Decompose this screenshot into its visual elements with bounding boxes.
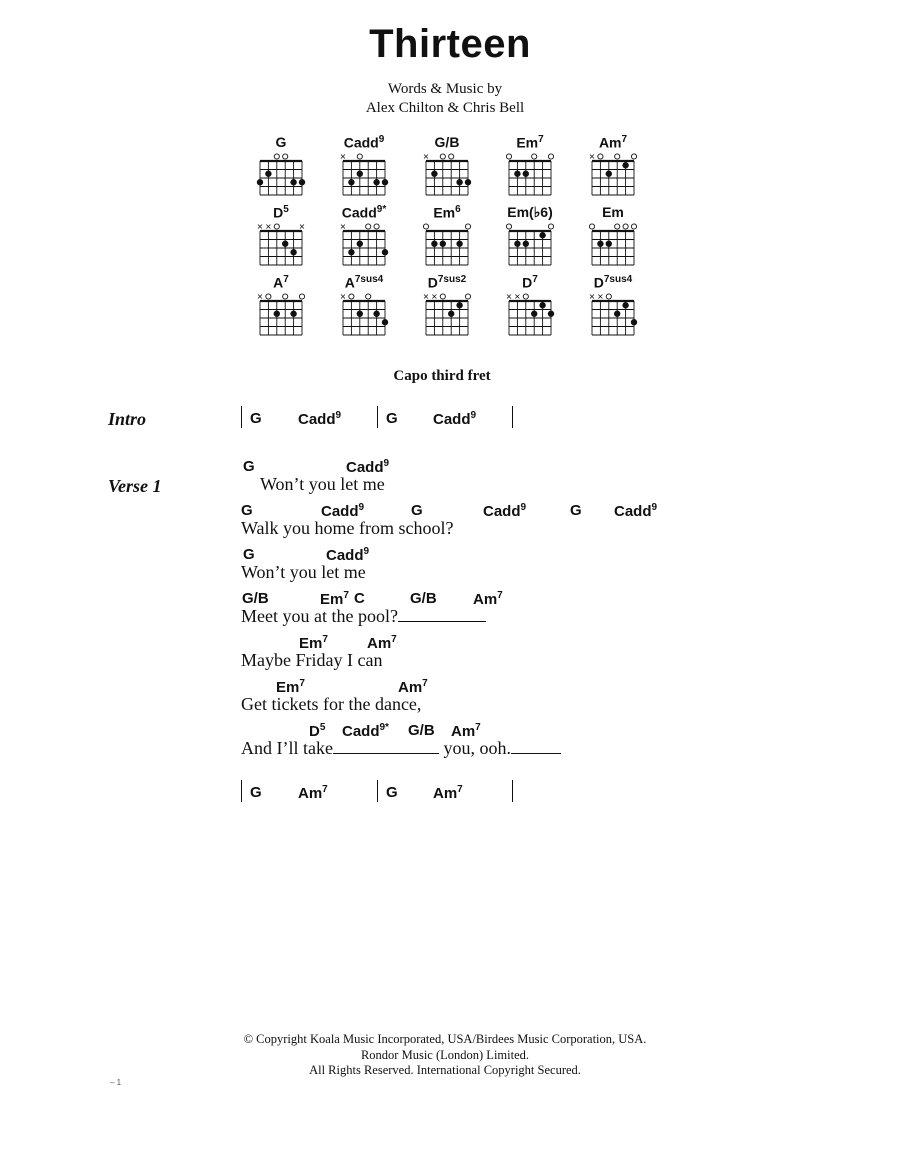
chord-diagram-name [422,204,472,221]
finger-dot [431,171,437,177]
verse-chord [570,502,582,519]
chord-root: G [386,784,398,801]
chord-diagram [422,274,502,340]
chord-diagram-name [505,134,555,151]
chord-extension: 9 [651,502,658,513]
bar-line [512,780,513,802]
copyright-line-1: © Copyright Koala Music Incorporated, USA/Birdees Music Corporation, USA. [243,1032,647,1046]
verse-chord [242,590,269,607]
lyric-text: Won’t you let me [260,474,385,494]
section-label-intro: Intro [108,409,147,429]
finger-dot [548,311,554,317]
chord-root: A [344,274,355,291]
fretboard-diagram [339,221,391,269]
bar-line [241,406,242,428]
finger-dot [431,241,437,247]
intro-chord [298,410,341,428]
finger-dot [373,311,379,317]
chord-root: Cadd [321,503,359,520]
verse-chord [411,502,423,519]
finger-dot [274,311,280,317]
chord-diagram [422,204,502,270]
lyric-text: Maybe Friday I can [241,650,383,670]
open-string-marker [374,224,379,229]
lyric-line [241,562,366,583]
finger-dot [606,171,612,177]
intro-chord [250,410,262,427]
chord-extension: 5 [283,204,289,215]
chord-root: Cadd [346,459,384,476]
chord-diagram [505,134,585,200]
closing-chord [298,784,328,802]
bar-line [377,406,378,428]
verse-chord [243,458,255,475]
verse-chord [483,502,526,520]
open-string-marker [606,294,611,299]
muted-string-marker: × [256,222,264,231]
chord-root: A [273,274,284,291]
finger-dot [290,311,296,317]
finger-dot [257,179,263,185]
open-string-marker [623,224,628,229]
finger-dot [514,171,520,177]
chord-extension: 6 [455,204,461,215]
muted-string-marker: × [256,292,264,301]
chord-diagram-name [256,134,306,150]
lyric-text: Won’t you let me [241,562,366,582]
finger-dot [290,249,296,255]
chord-root: Em [516,134,539,151]
chord-root: Am [398,679,423,696]
chord-extension: 7 [532,274,538,285]
chord-root: G [241,502,253,519]
chord-extension: 7 [621,134,628,145]
chord-diagram [339,204,419,270]
chord-root: G [243,546,255,563]
chord-diagram [505,204,585,270]
chord-root: Cadd [614,503,652,520]
fretboard-diagram [256,151,308,199]
finger-dot [614,311,620,317]
chord-extension: 9* [376,204,387,215]
chord-root: Em [320,591,344,608]
chord-root: Em(♭6) [507,204,553,220]
chord-root: Em [433,204,456,221]
finger-dot [456,179,462,185]
finger-dot [597,241,603,247]
finger-dot [382,249,388,255]
finger-dot [265,171,271,177]
chord-root: G/B [410,590,437,607]
finger-dot [539,232,545,238]
muted-string-marker: × [339,222,347,231]
finger-dot [539,302,545,308]
lyric-text: Get tickets for the dance, [241,694,422,714]
finger-dot [631,319,637,325]
open-string-marker [349,294,354,299]
finger-dot [282,241,288,247]
lyric-line [241,606,486,627]
fretboard-diagram [422,151,474,199]
lyric-text: you, ooh. [438,738,511,758]
chord-extension: 7 [422,678,428,689]
song-credits [0,80,890,118]
muted-string-marker: × [505,292,513,301]
lyric-text: And I’ll take [241,738,333,758]
fretboard-diagram [505,291,557,339]
open-string-marker [631,224,636,229]
chord-extension: 7sus2 [437,274,467,285]
chord-extension: 7 [322,634,328,645]
finger-dot [622,302,628,308]
lyric-line [241,694,421,715]
closing-chord [386,784,398,801]
muted-string-marker: × [265,222,272,231]
open-string-marker [266,294,271,299]
fretboard-diagram [339,151,391,199]
verse-chord [241,502,253,519]
chord-diagram-name [339,274,389,291]
section-label-verse-1: Verse 1 [108,476,162,496]
verse-chord [243,546,255,563]
open-string-marker [548,154,553,159]
finger-dot [440,241,446,247]
finger-dot [456,241,462,247]
chord-root: G/B [434,134,460,150]
chord-extension: 7 [538,134,544,145]
chord-diagram-name [422,274,472,291]
chord-root: Am [451,723,476,740]
chord-root: G/B [242,590,269,607]
open-string-marker [299,294,304,299]
chord-root: C [354,590,365,607]
chord-diagram [256,274,336,340]
fretboard-diagram [505,151,557,199]
finger-dot [382,179,388,185]
finger-dot [290,179,296,185]
chord-diagram [588,204,668,270]
chord-diagram-name [339,204,389,221]
open-string-marker [615,154,620,159]
finger-dot [523,171,529,177]
intro-chord [386,410,398,427]
fretboard-diagram [339,291,391,339]
chord-root: Em [299,635,323,652]
muted-string-marker: × [339,152,347,161]
chord-extension: 7 [283,274,289,285]
chord-root: Cadd [343,134,379,151]
muted-string-marker: × [298,222,306,231]
copyright-notice [0,1032,890,1079]
open-string-marker [548,224,553,229]
chord-diagram [256,204,336,270]
corner-mark: – 1 [110,1078,122,1087]
chord-root: Cadd [298,411,336,428]
bar-line [512,406,513,428]
lyric-line [241,518,454,539]
open-string-marker [506,224,511,229]
finger-dot [348,179,354,185]
open-string-marker [598,154,603,159]
chord-extension: 9 [378,134,385,145]
chord-extension: 7 [343,590,349,601]
muted-string-marker: × [431,292,438,301]
chord-diagram [339,134,419,200]
chord-diagram-name [339,134,389,151]
fretboard-diagram [256,291,308,339]
fretboard-diagram [422,221,474,269]
chord-root: D [522,274,533,291]
chord-diagram-name [422,134,472,150]
lyric-line [260,474,385,495]
chord-extension: 7 [457,784,463,795]
fretboard-diagram [588,291,640,339]
chord-root: D [427,274,438,291]
chord-root: Em [602,204,624,220]
chord-root: Cadd [341,204,377,221]
chord-root: Cadd [326,547,364,564]
open-string-marker [506,154,511,159]
finger-dot [456,302,462,308]
chord-extension: 7sus4 [603,274,633,285]
chord-extension: 7 [475,722,481,733]
chord-diagram [422,134,502,200]
chord-extension: 9 [520,502,527,513]
open-string-marker [366,224,371,229]
open-string-marker [274,224,279,229]
finger-dot [348,249,354,255]
muted-string-marker: × [597,292,604,301]
open-string-marker [357,154,362,159]
intro-chord [433,410,476,428]
open-string-marker [589,224,594,229]
song-title: Thirteen [369,22,531,66]
open-string-marker [449,154,454,159]
fretboard-diagram [422,291,474,339]
fretboard-diagram [588,221,640,269]
finger-dot [606,241,612,247]
chord-root: G [250,784,262,801]
verse-chord [614,502,657,520]
finger-dot [523,241,529,247]
chord-extension: 9 [363,546,370,557]
chord-root: G [411,502,423,519]
chord-root: Am [598,134,622,151]
chord-extension: 7 [299,678,305,689]
open-string-marker [465,294,470,299]
chord-diagram-name [256,204,306,221]
muted-string-marker: × [588,292,596,301]
credits-authors: Alex Chilton & Chris Bell [365,100,525,116]
open-string-marker [523,294,528,299]
chord-root: G [570,502,582,519]
fretboard-diagram [256,221,308,269]
credits-words-music: Words & Music by [387,81,503,97]
lyric-text: Meet you at the pool? [241,606,398,626]
chord-root: Cadd [342,723,380,740]
chord-root: Em [276,679,300,696]
open-string-marker [465,224,470,229]
chord-root: G [386,410,398,427]
muted-string-marker: × [422,292,430,301]
chord-root: D [309,723,320,740]
chord-root: Am [367,635,392,652]
muted-string-marker: × [588,152,596,161]
copyright-line-3: All Rights Reserved. International Copyright Secured. [309,1063,581,1077]
muted-string-marker: × [514,292,521,301]
chord-root: Am [298,785,323,802]
finger-dot [622,162,628,168]
melisma-line [511,752,561,754]
chord-extension: 7 [322,784,328,795]
chord-extension: 5 [319,722,326,733]
lyric-line [241,738,561,759]
fretboard-diagram [588,151,640,199]
lyric-text: Walk you home from school? [241,518,454,538]
finger-dot [357,171,363,177]
open-string-marker [283,294,288,299]
capo-instruction: Capo third fret [393,368,491,384]
finger-dot [465,179,471,185]
finger-dot [357,241,363,247]
bar-line [377,780,378,802]
closing-chord [250,784,262,801]
finger-dot [531,311,537,317]
open-string-marker [631,154,636,159]
chord-diagram [339,274,419,340]
chord-diagram [256,134,336,200]
chord-diagram-name [588,274,638,291]
chord-root: G/B [408,722,435,739]
chord-diagram [505,274,585,340]
chord-root: Am [473,591,498,608]
chord-diagram-name [256,274,306,291]
muted-string-marker: × [422,152,430,161]
chord-extension: 9 [358,502,365,513]
finger-dot [382,319,388,325]
chord-diagram-name [588,204,638,220]
chord-root: Cadd [433,411,471,428]
finger-dot [299,179,305,185]
chord-root: G [243,458,255,475]
chord-extension: 9 [335,410,342,421]
chord-diagram [588,274,668,340]
chord-extension: 7sus4 [354,274,384,285]
chord-diagram-name [505,274,555,291]
open-string-marker [366,294,371,299]
muted-string-marker: × [339,292,347,301]
open-string-marker [532,154,537,159]
chord-root: D [273,204,284,221]
fretboard-diagram [505,221,557,269]
chord-diagram [588,134,668,200]
chord-extension: 7 [391,634,397,645]
chord-diagram-name [588,134,638,151]
finger-dot [373,179,379,185]
bar-line [241,780,242,802]
open-string-marker [440,294,445,299]
melisma-line [333,752,439,754]
chord-extension: 7 [497,590,503,601]
open-string-marker [423,224,428,229]
chord-extension: 9 [470,410,477,421]
open-string-marker [283,154,288,159]
verse-chord [410,590,437,607]
copyright-line-2: Rondor Music (London) Limited. [360,1047,530,1062]
finger-dot [514,241,520,247]
chord-root: Am [433,785,458,802]
verse-chord [354,590,365,607]
verse-chord [408,722,435,739]
finger-dot [448,311,454,317]
chord-extension: 9* [379,722,389,733]
chord-root: G [250,410,262,427]
finger-dot [357,311,363,317]
open-string-marker [274,154,279,159]
chord-extension: 9 [383,458,390,469]
closing-chord [433,784,463,802]
lyric-line [241,650,382,671]
open-string-marker [440,154,445,159]
chord-root: D [593,274,604,291]
open-string-marker [615,224,620,229]
chord-root: Cadd [483,503,521,520]
chord-diagram-name [505,204,555,221]
melisma-line [398,620,486,622]
chord-root: G [275,134,287,150]
